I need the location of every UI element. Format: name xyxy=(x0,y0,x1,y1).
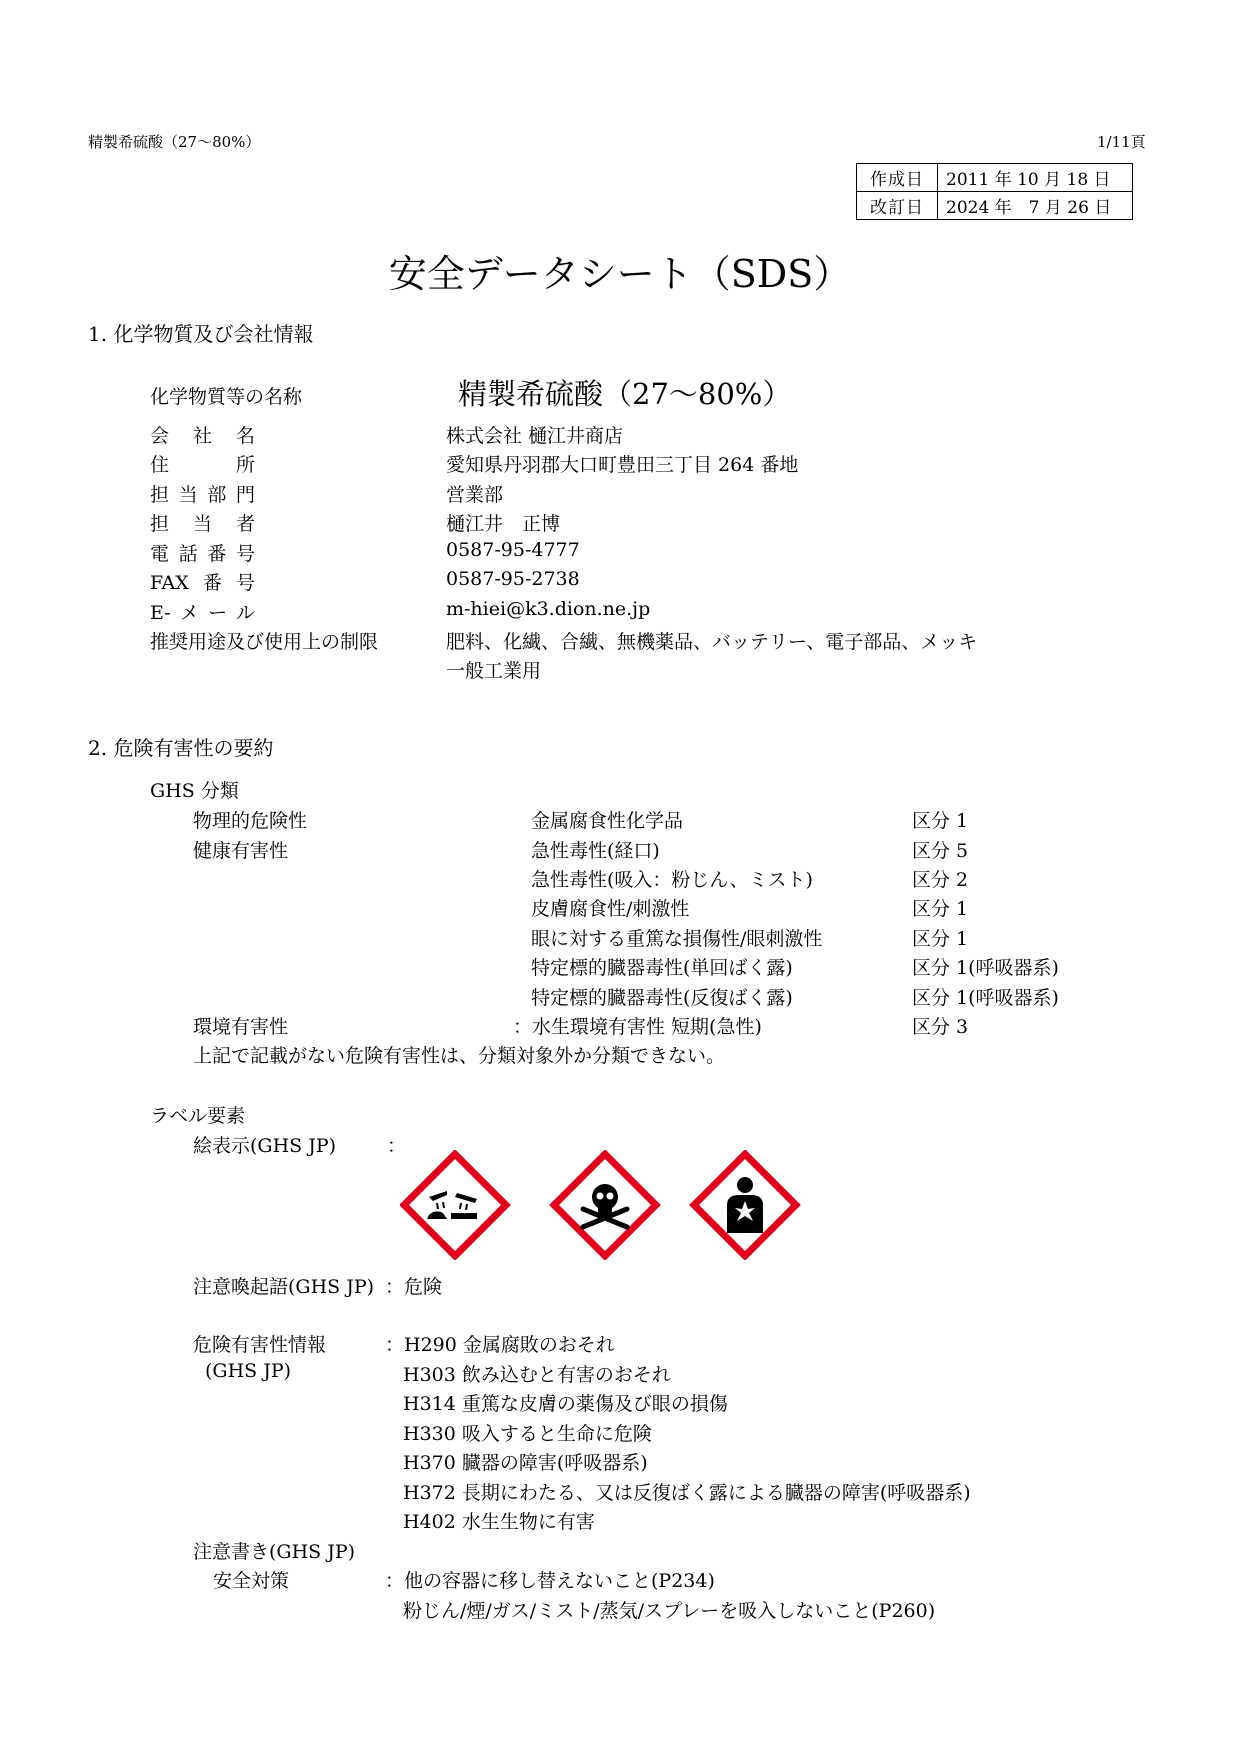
health-hazard-icon xyxy=(694,1154,796,1256)
company-label: 会社名 xyxy=(150,425,255,447)
corrosion-icon xyxy=(404,1154,506,1256)
email-row-label xyxy=(150,598,255,625)
hazard-info-sublabel: (GHS JP) xyxy=(205,1360,292,1382)
h-statement: H330 吸入すると生命に危険 xyxy=(403,1423,652,1445)
h-statement: H372 長期にわたる、又は反復ばく露による臓器の障害(呼吸器系) xyxy=(403,1482,971,1504)
section2-heading: 2. 危険有害性の要約 xyxy=(88,736,274,760)
hazard-name: 急性毒性(吸入：粉じん、ミスト) xyxy=(531,869,813,891)
p-statement: 粉じん/煙/ガス/ミスト/蒸気/スプレーを吸入しないこと(P260) xyxy=(403,1600,936,1622)
hazard-category: 区分 3 xyxy=(912,1016,969,1038)
person-value: 樋江井 正博 xyxy=(446,513,561,535)
pictogram-label: 絵表示(GHS JP) xyxy=(193,1135,337,1157)
revised-label: 改訂日 xyxy=(857,192,938,220)
revised-value: 2024 年 7 月 26 日 xyxy=(938,192,1133,220)
date-row-created xyxy=(857,164,1133,192)
hazard-name: 金属腐食性化学品 xyxy=(531,810,684,832)
fax-label: FAX番号 xyxy=(150,572,255,594)
h-statement: H370 臓器の障害(呼吸器系) xyxy=(403,1452,648,1474)
created-label: 作成日 xyxy=(857,164,938,192)
hazard-info-label: 危険有害性情報 xyxy=(193,1334,327,1356)
email-label: E-メール xyxy=(150,602,255,624)
person-row-label xyxy=(150,509,255,536)
date-table xyxy=(856,163,1133,220)
hazard-category: 区分 1 xyxy=(912,810,969,832)
hazard-name: 皮膚腐食性/刺激性 xyxy=(531,898,690,920)
skull-crossbones-icon xyxy=(554,1154,656,1256)
classification-note: 上記で記載がない危険有害性は、分類対象外か分類できない。 xyxy=(193,1045,726,1067)
dept-row-label xyxy=(150,480,255,507)
environmental-hazard-label: 環境有害性 xyxy=(193,1016,289,1038)
company-row-label xyxy=(150,421,255,448)
phone-row-label xyxy=(150,539,255,566)
ghs-pictograms xyxy=(400,1150,810,1260)
h-statement: H303 飲み込むと有害のおそれ xyxy=(403,1364,671,1386)
pictogram-colon: ： xyxy=(387,1135,407,1157)
product-label: 化学物質等の名称 xyxy=(150,386,303,408)
p-statement: ：他の容器に移し替えないこと(P234) xyxy=(385,1570,715,1592)
person-label: 担当者 xyxy=(150,513,255,535)
section1-heading: 1. 化学物質及び会社情報 xyxy=(88,322,314,346)
address-row-label xyxy=(150,450,255,477)
created-value: 2011 年 10 月 18 日 xyxy=(938,164,1133,192)
hazard-category: 区分 1 xyxy=(912,898,969,920)
company-value: 株式会社 樋江井商店 xyxy=(446,425,624,447)
hazard-name: ：水生環境有害性 短期(急性) xyxy=(513,1016,762,1038)
h-statement: ：H290 金属腐敗のおそれ xyxy=(385,1334,615,1356)
usage-line1: 肥料、化繊、合繊、無機薬品、バッテリー、電子部品、メッキ xyxy=(446,631,978,653)
date-row-revised xyxy=(857,192,1133,220)
dept-value: 営業部 xyxy=(446,484,504,506)
physical-hazard-label: 物理的危険性 xyxy=(193,810,308,832)
email-value[interactable]: m-hiei@k3.dion.ne.jp xyxy=(446,598,651,620)
health-hazard-label: 健康有害性 xyxy=(193,840,289,862)
product-name: 精製希硫酸（27～80%） xyxy=(458,377,792,411)
label-elements-heading: ラベル要素 xyxy=(150,1105,246,1127)
precaution-label: 注意書き(GHS JP) xyxy=(193,1541,356,1563)
signal-word: ：危険 xyxy=(385,1276,443,1298)
h-statement: H402 水生生物に有害 xyxy=(403,1511,595,1533)
hazard-category: 区分 1 xyxy=(912,928,969,950)
hazard-category: 区分 5 xyxy=(912,840,969,862)
hazard-category: 区分 1(呼吸器系) xyxy=(912,957,1059,979)
hazard-category: 区分 1(呼吸器系) xyxy=(912,987,1059,1009)
phone-label: 電話番号 xyxy=(150,543,255,565)
fax-row-label xyxy=(150,568,255,595)
page-title: 安全データシート（SDS） xyxy=(388,252,852,296)
dept-label: 担当部門 xyxy=(150,484,255,506)
signal-word-label: 注意喚起語(GHS JP) xyxy=(193,1276,375,1298)
header-page-number: 1/11頁 xyxy=(1097,133,1146,151)
address-label: 住所 xyxy=(150,454,255,476)
address-value: 愛知県丹羽郡大口町豊田三丁目 264 番地 xyxy=(446,454,799,476)
fax-value: 0587-95-2738 xyxy=(446,568,580,590)
hazard-name: 特定標的臓器毒性(反復ばく露) xyxy=(531,987,793,1009)
h-statement: H314 重篤な皮膚の薬傷及び眼の損傷 xyxy=(403,1393,728,1415)
hazard-name: 特定標的臓器毒性(単回ばく露) xyxy=(531,957,793,979)
hazard-category: 区分 2 xyxy=(912,869,969,891)
hazard-name: 眼に対する重篤な損傷性/眼刺激性 xyxy=(531,928,823,950)
usage-label: 推奨用途及び使用上の制限 xyxy=(150,631,379,653)
hazard-name: 急性毒性(経口) xyxy=(531,840,660,862)
ghs-classification-label: GHS 分類 xyxy=(150,780,239,802)
header-doc-name: 精製希硫酸（27～80%） xyxy=(88,133,261,151)
safety-measures-label: 安全対策 xyxy=(213,1570,290,1592)
usage-line2: 一般工業用 xyxy=(446,660,542,682)
phone-value: 0587-95-4777 xyxy=(446,539,580,561)
